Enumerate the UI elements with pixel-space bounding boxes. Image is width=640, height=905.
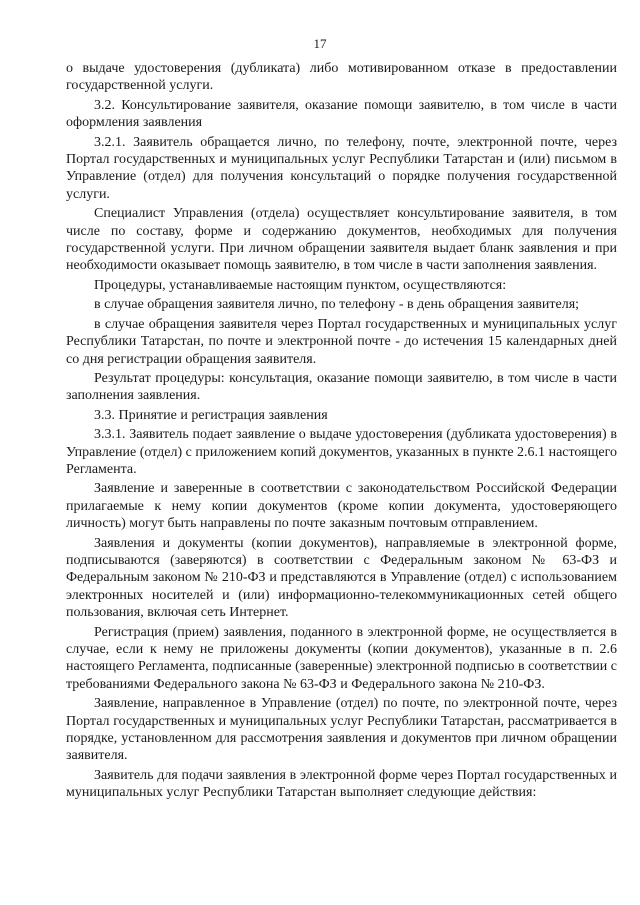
- paragraph: о выдаче удостоверения (дубликата) либо мотивированном отказе в предоставлении государственной услуги.: [66, 61, 617, 94]
- paragraph: 3.3.1. Заявитель подает заявление о выдаче удостоверения (дубликата удостоверения) в Управление (отдел) с приложением копий документов, указанных в пункте 2.6.1 настоящего Регламента.: [66, 427, 617, 477]
- body-text: [66, 60, 617, 804]
- paragraph: в случае обращения заявителя лично, по телефону - в день обращения заявителя;: [94, 297, 580, 313]
- paragraph: Процедуры, устанавливаемые настоящим пунктом, осуществляются:: [94, 277, 507, 293]
- paragraph: в случае обращения заявителя через Портал государственных и муниципальных услуг Республики Татарстан, по почте и электронной почте - до истечения 15 календарных дней со дня регистрации обращения заявителя.: [66, 316, 617, 367]
- paragraph: Заявление, направленное в Управление (отдел) по почте, по электронной почте, через Портал государственных и муниципальных услуг Республики Татарстан, рассматривается в порядке, установленном для рассмотрения заявления и документов при личном обращении заявителя.: [66, 696, 617, 764]
- paragraph: Регистрация (прием) заявления, поданного в электронной форме, не осуществляется в случае, если к нему не приложены документы (копии документов), указанные в п. 2.6 настоящего Регламента, подписанные (заверенные) электронной подписью в соответствии с требованиями Федерального закона № 63-ФЗ и Федерального закона № 210-ФЗ.: [66, 624, 617, 692]
- section-heading: 3.3. Принятие и регистрация заявления: [94, 407, 328, 423]
- paragraph: Заявление и заверенные в соответствии с законодательством Российской Федерации прилагаемые к нему копии документов (кроме копии документа, удостоверяющего личность) могут быть направлены по почте заказным почтовым отправлением.: [66, 481, 617, 532]
- paragraph: Заявитель для подачи заявления в электронной форме через Портал государственных и муниципальных услуг Республики Татарстан выполняет следующие действия:: [66, 767, 617, 801]
- paragraph: Специалист Управления (отдела) осуществляет консультирование заявителя, в том числе по составу, форме и содержанию документов, необходимых для получения государственной услуги. При личном обращении заявителя выдает бланк заявления и при необходимости оказывает помощь заявителю, в том числе в части заполнения заявления.: [66, 206, 617, 274]
- page-number: 17: [313, 36, 327, 51]
- paragraph: 3.2.1. Заявитель обращается лично, по телефону, почте, электронной почте, через Портал государственных и муниципальных услуг Республики Татарстан и (или) письмом в Управление (отдел) для получения консультаций о порядке получения государственной услуги.: [66, 134, 617, 202]
- paragraph: Заявления и документы (копии документов), направляемые в электронной форме, подписываются (заверяются) в соответствии с Федеральным законом № 63-ФЗ и Федеральным законом № 210-ФЗ и представляются в Управление (отдел) с использованием электронных носителей и (или) информационно-телекоммуникационных сетей общего пользования, включая сеть Интернет.: [66, 535, 617, 621]
- paragraph: Результат процедуры: консультация, оказание помощи заявителю, в том числе в части заполнения заявления.: [66, 370, 617, 404]
- section-heading: 3.2. Консультирование заявителя, оказание помощи заявителю, в том числе в части оформления заявления: [66, 97, 617, 131]
